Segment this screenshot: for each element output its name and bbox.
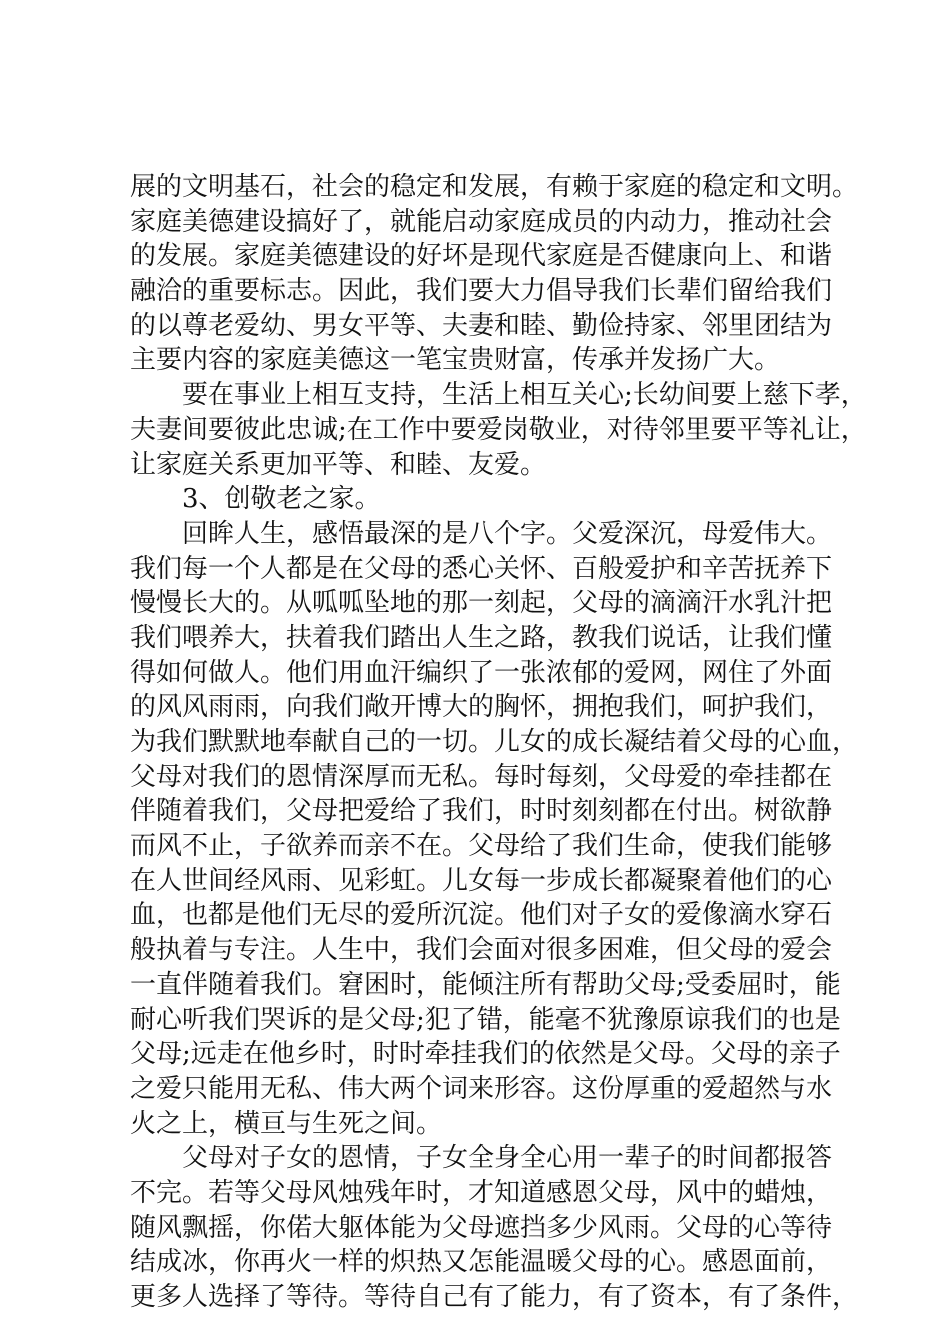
text-line: 更多人选择了等待。等待自己有了能力，有了资本，有了条件，	[130, 1282, 859, 1312]
text-line: 血，也都是他们无尽的爱所沉淀。他们对子女的爱像滴水穿石	[130, 900, 833, 931]
paragraph	[130, 170, 859, 378]
text-line: 一直伴随着我们。窘困时，能倾注所有帮助父母;受委屈时，能	[130, 969, 841, 1000]
text-line: 般执着与专注。人生中，我们会面对很多困难，但父母的爱会	[130, 935, 833, 966]
body-text	[130, 170, 867, 1315]
text-line: 得如何做人。他们用血汗编织了一张浓郁的爱网，网住了外面	[130, 657, 833, 688]
text-line: 让家庭关系更加平等、和睦、友爱。	[130, 449, 547, 480]
text-line: 夫妻间要彼此忠诚;在工作中要爱岗敬业，对待邻里要平等礼让，	[130, 414, 867, 445]
paragraph	[130, 378, 867, 482]
text-line: 回眸人生，感悟最深的是八个字。父爱深沉，母爱伟大。	[182, 518, 833, 549]
text-line: 父母;远走在他乡时，时时牵挂我们的依然是父母。父母的亲子	[130, 1039, 841, 1070]
text-line: 3、创敬老之家。	[182, 484, 381, 515]
text-line: 父母对子女的恩情，子女全身全心用一辈子的时间都报答	[182, 1143, 833, 1174]
text-line: 慢慢长大的。从呱呱坠地的那一刻起，父母的滴滴汗水乳汁把	[130, 588, 833, 619]
paragraph	[130, 517, 859, 1141]
text-line: 而风不止，子欲养而亲不在。父母给了我们生命，使我们能够	[130, 831, 833, 862]
text-line: 不完。若等父母风烛残年时，才知道感恩父母，风中的蜡烛，	[130, 1177, 833, 1208]
text-line: 展的文明基石，社会的稳定和发展，有赖于家庭的稳定和文明。	[130, 172, 859, 202]
text-line: 伴随着我们，父母把爱给了我们，时时刻刻都在付出。树欲静	[130, 796, 833, 827]
text-line: 家庭美德建设搞好了，就能启动家庭成员的内动力，推动社会	[130, 206, 833, 237]
text-line: 之爱只能用无私、伟大两个词来形容。这份厚重的爱超然与水	[130, 1073, 833, 1104]
text-line: 在人世间经风雨、见彩虹。儿女每一步成长都凝聚着他们的心	[130, 865, 833, 896]
text-line: 我们每一个人都是在父母的悉心关怀、百般爱护和辛苦抚养下	[130, 553, 833, 584]
text-line: 为我们默默地奉献自己的一切。儿女的成长凝结着父母的心血，	[130, 727, 859, 757]
paragraph	[130, 1141, 859, 1314]
text-line: 要在事业上相互支持，生活上相互关心;长幼间要上慈下孝，	[182, 380, 867, 411]
text-line: 我们喂养大，扶着我们踏出人生之路，教我们说话，让我们懂	[130, 622, 833, 653]
text-line: 主要内容的家庭美德这一笔宝贵财富，传承并发扬广大。	[130, 345, 781, 376]
text-line: 的风风雨雨，向我们敞开博大的胸怀，拥抱我们，呵护我们，	[130, 692, 833, 723]
text-line: 的发展。家庭美德建设的好坏是现代家庭是否健康向上、和谐	[130, 241, 833, 272]
text-line: 火之上，横亘与生死之间。	[130, 1108, 443, 1139]
text-line: 耐心听我们哭诉的是父母;犯了错，能毫不犹豫原谅我们的也是	[130, 1004, 841, 1035]
text-line: 的以尊老爱幼、男女平等、夫妻和睦、勤俭持家、邻里团结为	[130, 310, 833, 341]
paragraph	[130, 482, 830, 517]
text-line: 父母对我们的恩情深厚而无私。每时每刻，父母爱的牵挂都在	[130, 761, 833, 792]
text-line: 随风飘摇，你偌大躯体能为父母遮挡多少风雨。父母的心等待	[130, 1212, 833, 1243]
text-line: 结成冰，你再火一样的炽热又怎能温暖父母的心。感恩面前，	[130, 1247, 833, 1278]
text-line: 融洽的重要标志。因此，我们要大力倡导我们长辈们留给我们	[130, 276, 833, 307]
